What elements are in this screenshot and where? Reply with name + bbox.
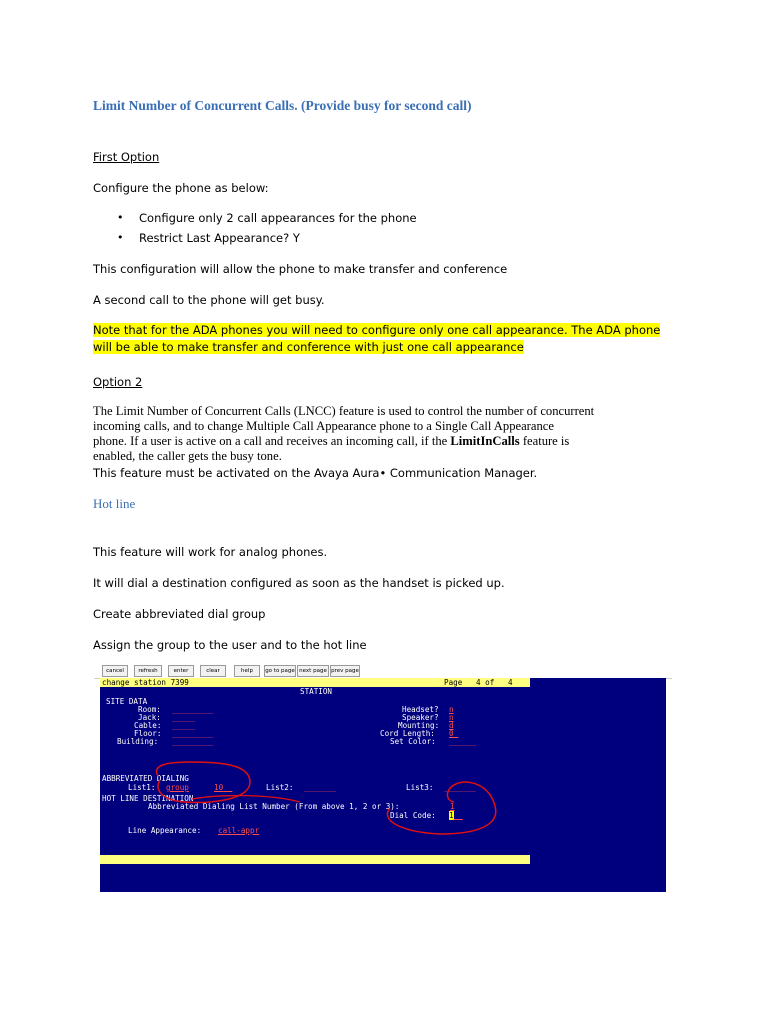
paragraph: This configuration will allow the phone to make transfer and conference: [93, 262, 508, 276]
room-field[interactable]: _________: [172, 705, 214, 714]
floor-label: Floor:: [134, 729, 162, 738]
cord-length-field[interactable]: 0_: [449, 729, 459, 738]
bullet-text: Configure only 2 call appearances for the phone: [139, 211, 417, 225]
building-field[interactable]: _________: [172, 737, 214, 746]
hotline-arrow-annotation: [192, 796, 300, 802]
note-line: will be able to make transfer and conference with just one call appearance: [93, 340, 524, 354]
text-line: phone. If a user is active on a call and receives an incoming call, if the LimitInCalls feature is: [93, 434, 570, 448]
next-page-button[interactable]: next page: [297, 665, 329, 677]
bullet-text: Restrict Last Appearance? Y: [139, 231, 300, 245]
help-button[interactable]: help: [234, 665, 260, 677]
paragraph: This feature must be activated on the Avaya Aura• Communication Manager.: [93, 466, 538, 480]
hotline-heading: Hot line: [93, 496, 136, 511]
abbrev-dialing-label: ABBREVIATED DIALING: [102, 774, 189, 783]
cancel-button[interactable]: cancel: [102, 665, 128, 677]
list2-label: List2:: [266, 783, 294, 792]
paragraph: Create abbreviated dial group: [93, 607, 266, 621]
paragraph: It will dial a destination configured as soon as the handset is picked up.: [93, 576, 505, 590]
cable-label: Cable:: [134, 721, 162, 730]
jack-field[interactable]: _____: [172, 713, 195, 722]
dial-code-field[interactable]: 1__: [449, 811, 463, 820]
building-label: Building:: [117, 737, 159, 746]
list1-type-field[interactable]: group: [166, 783, 189, 792]
set-color-label: Set Color:: [390, 737, 436, 746]
dial-code-label: Dial Code:: [390, 811, 436, 820]
paragraph: Assign the group to the user and to the hot line: [93, 638, 367, 652]
line-appearance-field[interactable]: call-appr: [218, 826, 260, 835]
list1-label: List1:: [128, 783, 156, 792]
go-to-page-button[interactable]: go to page: [264, 665, 296, 677]
list3-field[interactable]: _______: [444, 783, 477, 792]
mounting-field[interactable]: d: [449, 721, 454, 730]
list1-circle-annotation: [156, 762, 250, 802]
page-title: Limit Number of Concurrent Calls. (Provide busy for second call): [93, 98, 472, 113]
set-color-field[interactable]: ______: [449, 737, 477, 746]
bullet-icon: •: [117, 211, 124, 224]
form-title: STATION: [300, 687, 333, 696]
text-line: The Limit Number of Concurrent Calls (LNCC) feature is used to control the number of concurrent: [93, 404, 595, 418]
note-line: Note that for the ADA phones you will need to configure only one call appearance. The ADA phone: [93, 323, 661, 337]
headset-field[interactable]: n: [449, 705, 454, 714]
command-text: change station 7399: [102, 678, 189, 687]
enter-button[interactable]: enter: [168, 665, 194, 677]
text-line: incoming calls, and to change Multiple Call Appearance phone to a Single Call Appearance: [93, 419, 554, 433]
speaker-label: Speaker?: [402, 713, 439, 722]
site-data-label: SITE DATA: [106, 697, 148, 706]
hot-line-destination-label: HOT LINE DESTINATION: [102, 794, 194, 803]
refresh-button[interactable]: refresh: [134, 665, 162, 677]
text-line: enabled, the caller gets the busy tone.: [93, 449, 282, 463]
clear-button[interactable]: clear: [200, 665, 226, 677]
option2-heading: Option 2: [93, 375, 143, 389]
headset-label: Headset?: [402, 705, 439, 714]
paragraph: A second call to the phone will get busy.: [93, 293, 325, 307]
red-annotations: [100, 678, 666, 892]
text-cursor: 1: [449, 811, 454, 820]
room-label: Room:: [138, 705, 161, 714]
speaker-field[interactable]: n: [449, 713, 454, 722]
terminal-screen: [100, 678, 666, 892]
option2-paragraph: [93, 404, 653, 464]
line-appearance-label: Line Appearance:: [128, 826, 202, 835]
highlighted-note: [93, 323, 660, 354]
feature-name: LimitInCalls: [450, 434, 520, 448]
terminal-toolbar: [94, 664, 672, 679]
floor-field[interactable]: _________: [172, 729, 214, 738]
station-screenshot: [94, 664, 672, 892]
paragraph: This feature will work for analog phones.: [93, 545, 328, 559]
prev-page-button[interactable]: prev page: [330, 665, 360, 677]
list3-label: List3:: [406, 783, 434, 792]
page-indicator: Page 4 of 4: [444, 678, 513, 687]
mounting-label: Mounting:: [398, 721, 440, 730]
list1-number-field[interactable]: 10__: [214, 783, 233, 792]
dial-code-circle-annotation: [387, 782, 495, 834]
first-option-heading: First Option: [93, 150, 160, 164]
cable-field[interactable]: _____: [172, 721, 195, 730]
abbrev-list-number-label: Abbreviated Dialing List Number (From above 1, 2 or 3):: [148, 802, 400, 811]
bullet-icon: •: [117, 231, 124, 244]
first-option-intro: Configure the phone as below:: [93, 181, 269, 195]
abbrev-list-number-field[interactable]: 1: [450, 802, 455, 811]
jack-label: Jack:: [138, 713, 161, 722]
list2-field[interactable]: _______: [304, 783, 337, 792]
cord-length-label: Cord Length:: [380, 729, 435, 738]
